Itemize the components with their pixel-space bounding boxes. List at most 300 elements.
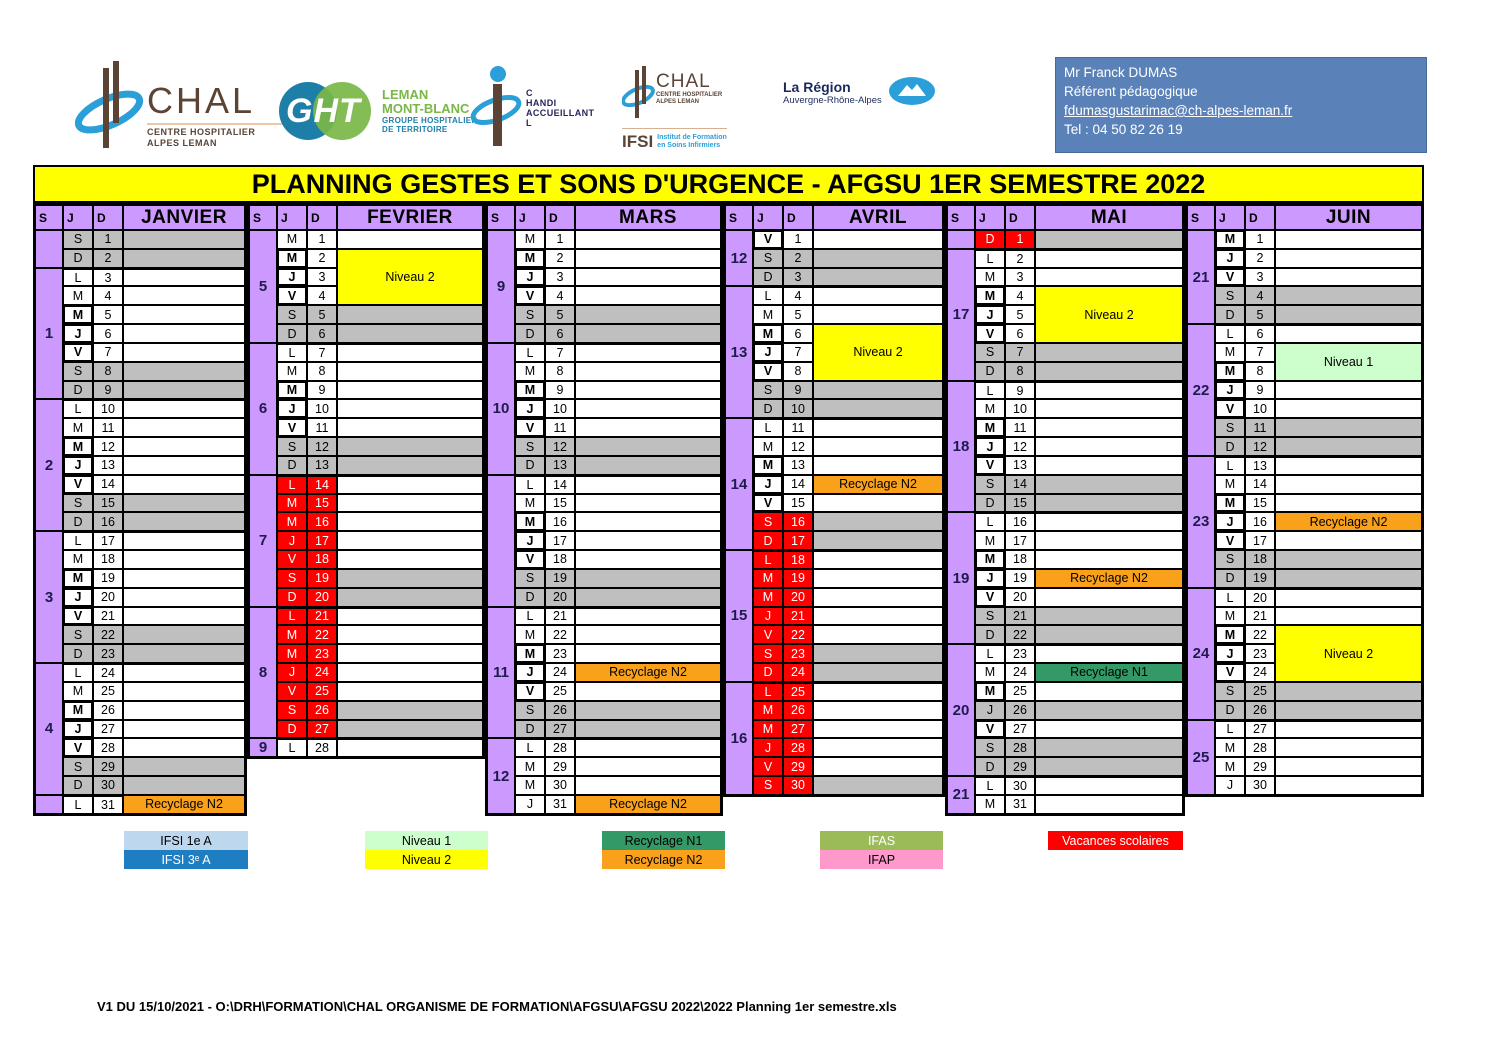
day-number-cell: 23	[545, 644, 575, 663]
event-cell	[813, 550, 943, 569]
day-letter-cell: S	[515, 569, 545, 588]
day-number-cell: 29	[545, 757, 575, 776]
chal-logo-graphic	[75, 56, 147, 158]
day-number-cell: 26	[1005, 701, 1035, 720]
day-number-cell: 26	[1245, 701, 1275, 720]
day-number-cell: 4	[545, 286, 575, 305]
day-number-cell: 5	[783, 305, 813, 324]
event-cell-recyclage-n2: Recyclage N2	[575, 795, 721, 814]
ifsi-logo-sub2: ALPES LEMAN	[656, 99, 700, 105]
day-number-cell: 17	[93, 531, 123, 550]
day-letter-cell: M	[753, 569, 783, 588]
week-number-cell: 21	[947, 776, 975, 814]
day-number-cell: 7	[93, 343, 123, 362]
event-cell	[575, 531, 721, 550]
day-number-cell: 15	[545, 494, 575, 513]
week-number-cell: 10	[487, 343, 515, 475]
day-letter-cell: M	[1215, 607, 1245, 626]
day-number-cell: 12	[1005, 437, 1035, 456]
event-cell-recyclage-n1: Recyclage N1	[1035, 663, 1183, 682]
contact-box	[1055, 57, 1427, 153]
day-number-cell: 18	[545, 550, 575, 569]
day-number-cell: 14	[1005, 475, 1035, 494]
event-cell	[1275, 268, 1422, 287]
day-letter-cell: V	[277, 682, 307, 701]
page-title: PLANNING GESTES ET SONS D'URGENCE - AFGSU 1ER SEMESTRE 2022	[33, 165, 1424, 203]
day-number-cell: 23	[1005, 644, 1035, 663]
day-number-cell: 10	[307, 399, 337, 418]
day-letter-cell: M	[515, 776, 545, 795]
day-number-cell: 24	[93, 663, 123, 682]
day-letter-cell: M	[753, 456, 783, 475]
event-cell	[337, 644, 483, 663]
day-number-cell: 27	[783, 720, 813, 739]
event-cell	[1035, 588, 1183, 607]
day-number-cell: 28	[1245, 738, 1275, 757]
event-cell	[1035, 362, 1183, 381]
day-letter-cell: M	[975, 286, 1005, 305]
event-cell	[1275, 776, 1422, 795]
day-letter-cell: D	[515, 456, 545, 475]
day-letter-cell: D	[63, 512, 93, 531]
event-cell	[813, 663, 943, 682]
day-letter-cell: M	[1215, 343, 1245, 362]
event-cell	[1275, 738, 1422, 757]
event-cell	[337, 682, 483, 701]
day-letter-cell: V	[1215, 663, 1245, 682]
day-letter-cell: M	[515, 381, 545, 400]
event-cell	[123, 268, 245, 287]
day-number-cell: 22	[93, 625, 123, 644]
event-cell	[813, 531, 943, 550]
day-letter-cell: L	[1215, 456, 1245, 475]
event-cell	[1275, 324, 1422, 343]
event-cell	[1275, 381, 1422, 400]
day-letter-cell: J	[1215, 381, 1245, 400]
contact-email-link[interactable]: fdumasgustarimac@ch-alpes-leman.fr	[1064, 103, 1293, 118]
day-number-cell: 15	[1245, 494, 1275, 513]
event-cell	[123, 437, 245, 456]
day-number-cell: 28	[783, 738, 813, 757]
event-cell	[1035, 381, 1183, 400]
day-letter-cell: S	[975, 738, 1005, 757]
day-number-cell: 4	[93, 286, 123, 305]
col-header-day: J	[975, 205, 1005, 230]
day-letter-cell: V	[975, 324, 1005, 343]
event-cell	[337, 720, 483, 739]
day-letter-cell: S	[975, 343, 1005, 362]
day-letter-cell: V	[753, 230, 783, 249]
day-number-cell: 19	[1005, 569, 1035, 588]
col-header-day: J	[277, 205, 307, 230]
event-cell	[1275, 305, 1422, 324]
event-cell	[575, 418, 721, 437]
day-number-cell: 28	[545, 738, 575, 757]
week-number-cell: 12	[725, 230, 753, 286]
day-number-cell: 30	[545, 776, 575, 795]
day-number-cell: 27	[93, 720, 123, 739]
legend-item-ifap: IFAP	[820, 850, 943, 869]
day-letter-cell: D	[515, 588, 545, 607]
event-cell	[1275, 569, 1422, 588]
day-number-cell: 9	[1005, 381, 1035, 400]
event-cell	[337, 531, 483, 550]
day-letter-cell: M	[975, 399, 1005, 418]
ifsi-logo-desc2: en Soins Infirmiers	[657, 142, 721, 149]
event-cell-niveau-2: Niveau 2	[1275, 625, 1422, 681]
day-letter-cell: S	[753, 249, 783, 268]
event-cell	[1275, 757, 1422, 776]
event-cell	[1035, 230, 1183, 249]
day-number-cell: 24	[307, 663, 337, 682]
event-cell	[1035, 776, 1183, 795]
week-number-cell: 24	[1187, 588, 1215, 720]
event-cell	[1035, 625, 1183, 644]
col-header-date: D	[93, 205, 123, 230]
day-letter-cell: M	[277, 249, 307, 268]
event-cell	[575, 776, 721, 795]
event-cell	[575, 249, 721, 268]
col-header-date: D	[307, 205, 337, 230]
event-cell	[337, 588, 483, 607]
day-number-cell: 4	[307, 286, 337, 305]
day-letter-cell: V	[277, 550, 307, 569]
day-number-cell: 13	[1005, 456, 1035, 475]
event-cell	[813, 607, 943, 626]
event-cell	[123, 569, 245, 588]
day-number-cell: 9	[93, 381, 123, 400]
day-number-cell: 21	[307, 607, 337, 626]
event-cell-niveau-1: Niveau 1	[1275, 343, 1422, 381]
day-number-cell: 1	[93, 230, 123, 249]
day-letter-cell: S	[63, 362, 93, 381]
legend-item-ifsi-3ᵉ-a: IFSI 3ᵉ A	[124, 850, 248, 869]
day-number-cell: 13	[545, 456, 575, 475]
day-number-cell: 27	[1005, 720, 1035, 739]
event-cell	[1275, 456, 1422, 475]
event-cell-recyclage-n2: Recyclage N2	[1275, 512, 1422, 531]
event-cell	[337, 324, 483, 343]
day-number-cell: 10	[783, 399, 813, 418]
week-number-cell: 9	[487, 230, 515, 343]
day-letter-cell: L	[277, 607, 307, 626]
day-number-cell: 20	[93, 588, 123, 607]
day-letter-cell: V	[975, 720, 1005, 739]
day-number-cell: 8	[545, 362, 575, 381]
week-number-cell: 3	[35, 531, 63, 663]
day-letter-cell: D	[753, 663, 783, 682]
day-letter-cell: J	[975, 437, 1005, 456]
day-letter-cell: V	[515, 418, 545, 437]
region-aura-logo	[783, 80, 936, 106]
day-number-cell: 28	[307, 738, 337, 757]
day-number-cell: 3	[545, 268, 575, 287]
contact-tel: Tel : 04 50 82 26 19	[1064, 122, 1183, 137]
day-number-cell: 8	[1005, 362, 1035, 381]
event-cell-recyclage-n2: Recyclage N2	[575, 663, 721, 682]
week-number-cell	[947, 230, 975, 249]
day-number-cell: 17	[545, 531, 575, 550]
event-cell	[1035, 456, 1183, 475]
event-cell	[1275, 607, 1422, 626]
day-number-cell: 6	[93, 324, 123, 343]
day-letter-cell: L	[975, 381, 1005, 400]
event-cell	[337, 305, 483, 324]
event-cell	[1275, 588, 1422, 607]
week-number-cell: 23	[1187, 456, 1215, 588]
day-number-cell: 5	[1245, 305, 1275, 324]
day-letter-cell: S	[1215, 418, 1245, 437]
day-letter-cell: V	[975, 588, 1005, 607]
day-letter-cell: M	[1215, 738, 1245, 757]
day-number-cell: 28	[1005, 738, 1035, 757]
day-letter-cell: V	[753, 494, 783, 513]
event-cell	[813, 305, 943, 324]
day-letter-cell: J	[753, 475, 783, 494]
day-letter-cell: S	[277, 569, 307, 588]
day-letter-cell: L	[753, 682, 783, 701]
ifsi-logo-chal: CHAL	[656, 71, 711, 92]
day-number-cell: 20	[1245, 588, 1275, 607]
week-number-cell: 6	[249, 343, 277, 475]
legend-item-ifsi-1e-a: IFSI 1e A	[124, 831, 248, 850]
event-cell	[123, 663, 245, 682]
footer-file-path: V1 DU 15/10/2021 - O:\DRH\FORMATION\CHAL ORGANISME DE FORMATION\AFGSU\AFGSU 2022\2022 Planning 1er semestre.xls	[97, 999, 897, 1014]
day-letter-cell: M	[515, 494, 545, 513]
day-letter-cell: V	[63, 738, 93, 757]
day-letter-cell: M	[515, 249, 545, 268]
region-logo-line1: La Région	[783, 79, 851, 95]
day-letter-cell: S	[63, 230, 93, 249]
day-number-cell: 2	[93, 249, 123, 268]
event-cell	[575, 286, 721, 305]
day-letter-cell: D	[63, 644, 93, 663]
day-letter-cell: S	[277, 305, 307, 324]
event-cell	[337, 512, 483, 531]
day-letter-cell: L	[1215, 324, 1245, 343]
day-letter-cell: M	[1215, 475, 1245, 494]
day-letter-cell: L	[975, 512, 1005, 531]
day-number-cell: 14	[545, 475, 575, 494]
ifsi-logo-acronym: IFSI	[622, 132, 654, 151]
day-letter-cell: D	[277, 456, 307, 475]
day-number-cell: 3	[1005, 268, 1035, 287]
event-cell	[1035, 399, 1183, 418]
day-number-cell: 2	[545, 249, 575, 268]
day-number-cell: 2	[783, 249, 813, 268]
event-cell	[813, 418, 943, 437]
event-cell	[575, 701, 721, 720]
day-number-cell: 14	[307, 475, 337, 494]
day-letter-cell: V	[1215, 268, 1245, 287]
day-letter-cell: M	[753, 720, 783, 739]
day-number-cell: 11	[1005, 418, 1035, 437]
day-number-cell: 13	[307, 456, 337, 475]
month-juin	[1185, 203, 1424, 797]
day-letter-cell: D	[277, 324, 307, 343]
event-cell	[1035, 418, 1183, 437]
event-cell	[123, 682, 245, 701]
day-letter-cell: S	[1215, 550, 1245, 569]
day-letter-cell: D	[1215, 305, 1245, 324]
day-letter-cell: D	[753, 399, 783, 418]
day-letter-cell: M	[1215, 757, 1245, 776]
week-number-cell: 21	[1187, 230, 1215, 324]
day-letter-cell: M	[63, 305, 93, 324]
day-letter-cell: V	[1215, 399, 1245, 418]
day-number-cell: 29	[1005, 757, 1035, 776]
day-number-cell: 18	[1005, 550, 1035, 569]
day-number-cell: 16	[1005, 512, 1035, 531]
col-header-day: J	[753, 205, 783, 230]
day-number-cell: 25	[545, 682, 575, 701]
day-letter-cell: D	[975, 362, 1005, 381]
day-letter-cell: M	[753, 437, 783, 456]
legend-item-niveau-2: Niveau 2	[365, 850, 488, 869]
day-letter-cell: M	[277, 625, 307, 644]
day-letter-cell: M	[975, 795, 1005, 814]
day-number-cell: 6	[1005, 324, 1035, 343]
day-number-cell: 12	[783, 437, 813, 456]
ifsi-logo-graphic	[622, 62, 656, 124]
ght-logo-acronym: GHT	[286, 92, 361, 130]
day-number-cell: 3	[307, 268, 337, 287]
day-number-cell: 23	[783, 644, 813, 663]
week-number-cell: 25	[1187, 720, 1215, 795]
event-cell	[575, 569, 721, 588]
event-cell	[575, 644, 721, 663]
day-letter-cell: M	[1215, 362, 1245, 381]
day-number-cell: 5	[307, 305, 337, 324]
event-cell	[1035, 550, 1183, 569]
event-cell	[123, 588, 245, 607]
event-cell	[813, 268, 943, 287]
day-letter-cell: V	[753, 625, 783, 644]
event-cell	[123, 381, 245, 400]
day-number-cell: 2	[1245, 249, 1275, 268]
day-number-cell: 29	[1245, 757, 1275, 776]
day-number-cell: 27	[1245, 720, 1275, 739]
event-cell	[1035, 494, 1183, 513]
day-number-cell: 4	[1245, 286, 1275, 305]
col-header-date: D	[1245, 205, 1275, 230]
day-number-cell: 5	[545, 305, 575, 324]
event-cell	[123, 757, 245, 776]
day-letter-cell: L	[975, 249, 1005, 268]
day-number-cell: 3	[1245, 268, 1275, 287]
day-number-cell: 9	[545, 381, 575, 400]
day-letter-cell: M	[753, 324, 783, 343]
day-letter-cell: S	[63, 625, 93, 644]
day-letter-cell: J	[277, 663, 307, 682]
event-cell	[575, 230, 721, 249]
week-number-cell: 16	[725, 682, 753, 795]
day-number-cell: 30	[93, 776, 123, 795]
event-cell	[337, 437, 483, 456]
week-number-cell: 20	[947, 644, 975, 776]
day-letter-cell: L	[277, 343, 307, 362]
event-cell	[1035, 795, 1183, 814]
week-number-cell: 15	[725, 550, 753, 682]
day-number-cell: 25	[783, 682, 813, 701]
event-cell	[1275, 418, 1422, 437]
legend-item-niveau-1: Niveau 1	[365, 831, 488, 850]
event-cell	[123, 362, 245, 381]
day-letter-cell: J	[515, 531, 545, 550]
day-letter-cell: L	[63, 399, 93, 418]
ifsi-logo-sub1: CENTRE HOSPITALIER	[656, 92, 723, 98]
day-letter-cell: D	[975, 757, 1005, 776]
day-letter-cell: S	[63, 757, 93, 776]
day-letter-cell: M	[63, 682, 93, 701]
month-name-fevrier: FEVRIER	[337, 205, 483, 230]
event-cell-niveau-2: Niveau 2	[337, 249, 483, 305]
event-cell	[1275, 286, 1422, 305]
day-letter-cell: L	[753, 418, 783, 437]
handi-logo-line3: ACCUEILLANT	[526, 108, 595, 118]
handi-logo-graphic	[470, 62, 522, 154]
legend-item-recyclage-n1: Recyclage N1	[602, 831, 725, 850]
day-letter-cell: M	[975, 531, 1005, 550]
day-letter-cell: M	[277, 362, 307, 381]
day-number-cell: 19	[93, 569, 123, 588]
day-letter-cell: L	[975, 644, 1005, 663]
day-letter-cell: V	[277, 286, 307, 305]
day-letter-cell: D	[515, 324, 545, 343]
event-cell	[575, 456, 721, 475]
event-cell	[337, 362, 483, 381]
day-letter-cell: L	[277, 475, 307, 494]
week-number-cell: 11	[487, 607, 515, 739]
event-cell	[575, 682, 721, 701]
day-letter-cell: M	[975, 418, 1005, 437]
day-letter-cell: M	[1215, 494, 1245, 513]
day-number-cell: 1	[783, 230, 813, 249]
region-logo-graphic	[888, 76, 936, 106]
week-number-cell: 9	[249, 738, 277, 757]
day-letter-cell: M	[975, 663, 1005, 682]
chal-logo-sub1: CENTRE HOSPITALIER	[147, 127, 256, 137]
day-number-cell: 19	[307, 569, 337, 588]
event-cell	[337, 456, 483, 475]
day-letter-cell: S	[277, 701, 307, 720]
day-number-cell: 19	[783, 569, 813, 588]
day-letter-cell: M	[1215, 230, 1245, 249]
day-letter-cell: M	[515, 230, 545, 249]
event-cell	[337, 569, 483, 588]
day-number-cell: 15	[783, 494, 813, 513]
week-number-cell	[35, 230, 63, 268]
chal-logo-divider	[147, 123, 297, 125]
col-header-week: S	[249, 205, 277, 230]
col-header-week: S	[1187, 205, 1215, 230]
day-number-cell: 17	[1005, 531, 1035, 550]
event-cell	[1275, 494, 1422, 513]
day-number-cell: 31	[93, 795, 123, 814]
event-cell	[575, 494, 721, 513]
event-cell	[337, 550, 483, 569]
day-letter-cell: J	[753, 607, 783, 626]
event-cell	[575, 588, 721, 607]
day-number-cell: 28	[93, 738, 123, 757]
day-number-cell: 23	[93, 644, 123, 663]
day-letter-cell: S	[975, 475, 1005, 494]
event-cell	[337, 343, 483, 362]
event-cell	[813, 720, 943, 739]
day-letter-cell: S	[63, 494, 93, 513]
handi-logo-line4: L	[526, 118, 532, 128]
day-number-cell: 13	[1245, 456, 1275, 475]
